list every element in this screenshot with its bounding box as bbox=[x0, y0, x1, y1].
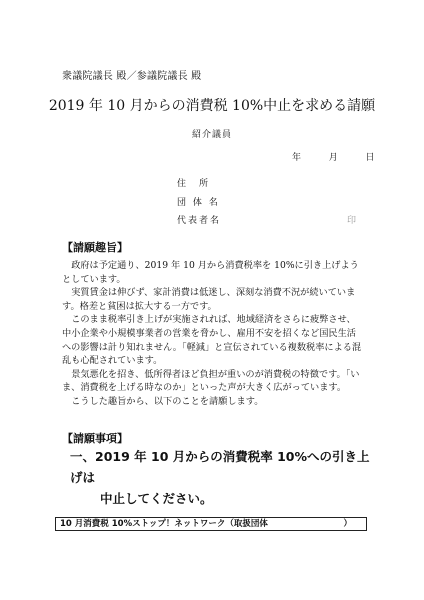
purpose-paragraph: 景気悪化を招き、低所得者ほど負担が重いのが消費税の特徴です。「いま、消費税を上げる時なのか」といった声が大きく広がっています。 bbox=[62, 368, 360, 394]
date-row bbox=[292, 150, 375, 163]
request-item bbox=[70, 446, 370, 509]
purpose-paragraph: 実質賃金は伸びず、家計消費は低迷し、深刻な消費不況が続いています。格差と貧困は拡大する一方です。 bbox=[62, 287, 356, 312]
introducer-label: 紹介議員 bbox=[191, 130, 232, 140]
purpose-paragraph: このまま税率引き上げが実施されれば、地域経済をさらに疲弊させ、中小企業や小規模事業者の営業を脅かし、雇用不安を招くなど国民生活への影響は計り知れません。「軽減」と宣伝されている複数税率による混乱も心配されています。 bbox=[62, 314, 362, 367]
request-line-1: 一、2019 年 10 月からの消費税率 10%への引き上げは bbox=[70, 449, 370, 485]
request-line-2: 中止してください。 bbox=[100, 491, 213, 506]
purpose-heading: 【請願趣旨】 bbox=[62, 241, 128, 254]
addressee: 衆議院議長 殿／参議院議長 殿 bbox=[62, 71, 202, 82]
date-day: 日 bbox=[365, 153, 375, 163]
seal-mark: 印 bbox=[347, 216, 357, 226]
items-heading: 【請願事項】 bbox=[62, 432, 128, 445]
footer-box bbox=[55, 517, 367, 531]
group-name-label: 団 体 名 bbox=[177, 198, 220, 208]
petition-title: 2019 年 10 月からの消費税 10%中止を求める請願 bbox=[48, 98, 376, 114]
date-year: 年 bbox=[292, 153, 302, 163]
address-label: 住 所 bbox=[177, 179, 211, 189]
purpose-body bbox=[62, 259, 362, 409]
purpose-paragraph: 政府は予定通り、2019 年 10 月から消費税率を 10%に引き上げようとしています。 bbox=[62, 260, 359, 285]
purpose-paragraph: こうした趣旨から、以下のことを請願します。 bbox=[71, 395, 264, 407]
representative-label: 代表者名 bbox=[177, 216, 222, 226]
date-month: 月 bbox=[328, 153, 338, 163]
footer-text: 10 月消費税 10%ストップ！ネットワーク（取扱団体 bbox=[60, 519, 268, 529]
footer-close-paren: ） bbox=[343, 519, 352, 529]
